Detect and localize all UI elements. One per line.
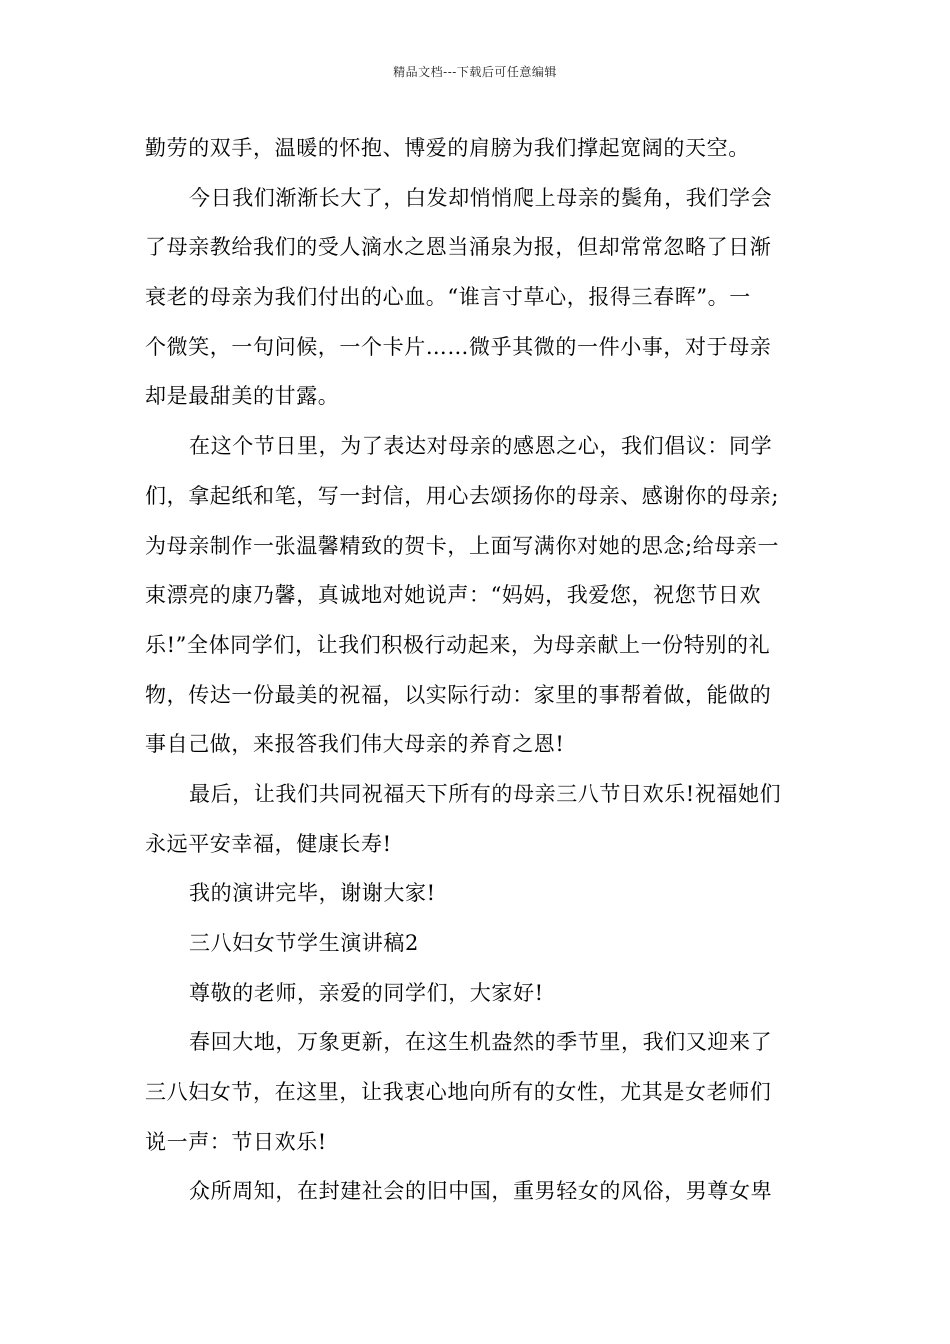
text-line: 在这个节日里，为了表达对母亲的感恩之心，我们倡议：同学 (189, 434, 773, 459)
text-line: 三八妇女节，在这里，让我衷心地向所有的女性，尤其是女老师们 (145, 1080, 772, 1105)
text-line: 说一声：节日欢乐! (145, 1129, 327, 1154)
text-line: 众所周知，在封建社会的旧中国，重男轻女的风俗，男尊女卑 (189, 1179, 773, 1204)
document-body (145, 124, 807, 1217)
text-line: 勤劳的双手，温暖的怀抱、博爱的肩膀为我们撑起宽阔的天空。 (145, 136, 750, 160)
text-line: 了母亲教给我们的受人滴水之恩当涌泉为报，但却常常忽略了日渐 (145, 235, 772, 260)
text-line: 们，拿起纸和笔，写一封信，用心去颂扬你的母亲、感谢你的母亲; (145, 483, 780, 508)
text-line: 乐!”全体同学们，让我们积极行动起来，为母亲献上一份特别的礼 (145, 632, 771, 657)
text-line: 永远平安幸福，健康长寿! (145, 831, 392, 856)
text-line: 春回大地，万象更新，在这生机盎然的季节里，我们又迎来了 (189, 1030, 773, 1055)
text-line: 尊敬的老师，亲爱的同学们，大家好! (189, 980, 544, 1005)
text-line: 个微笑，一句问候，一个卡片……微乎其微的一件小事，对于母亲 (145, 334, 772, 359)
text-line: 最后，让我们共同祝福天下所有的母亲三八节日欢乐!祝福她们 (189, 781, 782, 806)
text-line: 三八妇女节学生演讲稿2 (189, 931, 419, 955)
page-header: 精品文档---下载后可任意编辑 (393, 65, 557, 79)
text-line: 束漂亮的康乃馨，真诚地对她说声：“妈妈，我爱您，祝您节日欢 (145, 583, 762, 608)
text-line: 我的演讲完毕，谢谢大家! (189, 881, 436, 906)
text-line: 却是最甜美的甘露。 (145, 384, 340, 409)
text-line: 物，传达一份最美的祝福，以实际行动：家里的事帮着做，能做的 (145, 682, 772, 707)
text-line: 今日我们渐渐长大了，白发却悄悄爬上母亲的鬓角，我们学会 (189, 185, 773, 210)
text-line: 为母亲制作一张温馨精致的贺卡，上面写满你对她的思念;给母亲一 (145, 533, 780, 558)
text-line: 事自己做，来报答我们伟大母亲的养育之恩! (145, 732, 565, 757)
text-line: 衰老的母亲为我们付出的心血。“谁言寸草心，报得三春晖”。一 (145, 285, 751, 310)
